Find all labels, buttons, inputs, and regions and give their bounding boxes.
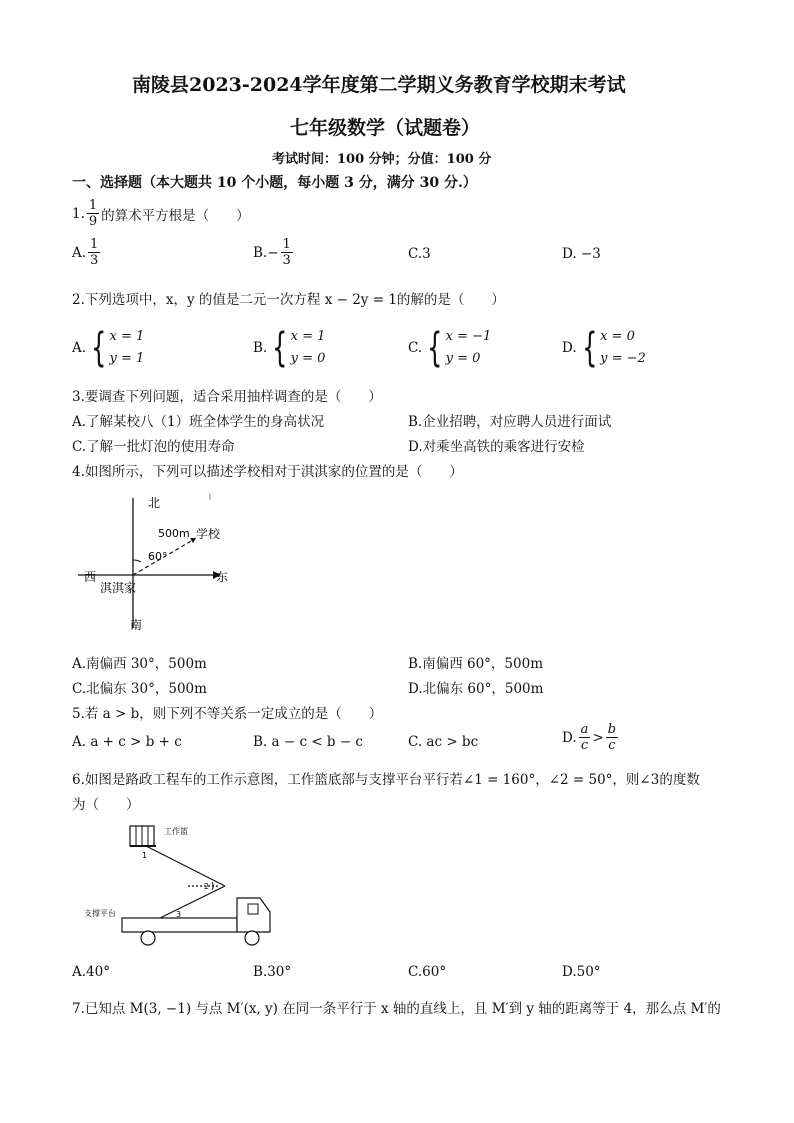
q3-option-c: C.了解一批灯泡的使用寿命 bbox=[72, 439, 235, 455]
q3-option-b: B.企业招聘，对应聘人员进行面试 bbox=[408, 414, 612, 430]
q6-option-d: D.50° bbox=[562, 964, 601, 980]
denominator: 3 bbox=[282, 253, 291, 268]
option-label: A. bbox=[72, 340, 87, 356]
truck-diagram bbox=[80, 820, 280, 950]
equation-line: y = 0 bbox=[290, 351, 326, 366]
q4-option-b: B.南偏西 60°，500m bbox=[408, 656, 543, 672]
equation-line: y = −2 bbox=[600, 351, 646, 366]
option-label: B. bbox=[253, 340, 268, 356]
compass-diagram bbox=[78, 488, 248, 638]
truck-cab-icon bbox=[237, 898, 270, 932]
q1-option-b bbox=[253, 237, 295, 268]
label-south: 南 bbox=[130, 618, 143, 632]
option-label: B. bbox=[253, 244, 268, 261]
question-3: 3.要调查下列问题，适合采用抽样调查的是（ ） bbox=[72, 389, 382, 405]
wheel-icon bbox=[141, 931, 155, 945]
label-basket: 工作篮 bbox=[164, 827, 188, 836]
question-7: 7.已知点 M(3, −1) 与点 M′(x, y) 在同一条平行于 x 轴的直线上，且 M′到 y 轴的距离等于 4，那么点 M′的 bbox=[72, 1001, 721, 1017]
denominator: c bbox=[580, 738, 589, 753]
label-north: 北 bbox=[148, 496, 161, 510]
exam-info: 考试时间：100 分钟；分值：100 分 bbox=[272, 152, 492, 167]
label-angle-3: 3 bbox=[176, 910, 182, 919]
q1-option-d: D. −3 bbox=[562, 246, 601, 262]
wheel-icon bbox=[245, 931, 259, 945]
label-platform: 支撑平台 bbox=[84, 909, 116, 918]
equation-line: x = 1 bbox=[290, 329, 326, 344]
numerator: 1 bbox=[88, 198, 98, 213]
q5-option-d bbox=[562, 722, 620, 753]
q2-option-a bbox=[72, 326, 144, 370]
equation-system bbox=[577, 326, 646, 370]
operator: > bbox=[592, 729, 604, 746]
q4-option-a: A.南偏西 30°，500m bbox=[72, 656, 207, 672]
option-label: C. bbox=[408, 340, 423, 356]
section-heading: 一、选择题（本大题共 10 个小题，每小题 3 分，满分 30 分.） bbox=[72, 175, 477, 191]
q2-option-c bbox=[408, 326, 491, 370]
denominator: 3 bbox=[90, 253, 99, 268]
numerator: a bbox=[580, 722, 589, 737]
q2-option-d bbox=[562, 326, 646, 370]
option-label: A. bbox=[72, 244, 87, 261]
label-east: 东 bbox=[216, 570, 229, 584]
q4-option-c: C.北偏东 30°，500m bbox=[72, 681, 207, 697]
equation-line: x = −1 bbox=[445, 329, 492, 344]
q6-option-c: C.60° bbox=[408, 964, 447, 980]
minus-sign: − bbox=[267, 244, 279, 261]
fraction bbox=[88, 237, 100, 268]
equation-line: y = 1 bbox=[109, 351, 145, 366]
question-2: 2.下列选项中，x，y 的值是二元一次方程 x − 2y = 1的解的是（ ） bbox=[72, 292, 505, 308]
question-5: 5.若 a > b，则下列不等关系一定成立的是（ ） bbox=[72, 706, 383, 722]
label-school: 学校 bbox=[196, 527, 221, 541]
label-west: 西 bbox=[84, 570, 97, 584]
q1-option-c: C.3 bbox=[408, 246, 431, 262]
brace-icon: { bbox=[581, 325, 598, 371]
exam-subtitle: 七年级数学（试题卷） bbox=[290, 117, 481, 139]
question-1-text: 的算术平方根是（ ） bbox=[101, 207, 250, 224]
equation-line: y = 0 bbox=[445, 351, 481, 366]
fraction bbox=[87, 198, 99, 229]
q4-option-d: D.北偏东 60°，500m bbox=[408, 681, 544, 697]
equation-line: x = 0 bbox=[600, 329, 635, 344]
question-6-line1: 6.如图是路政工程车的工作示意图，工作篮底部与支撑平台平行若∠1 = 160°，∠2 = 50°，则∠3的度数 bbox=[72, 772, 700, 788]
brace-icon: { bbox=[91, 325, 107, 371]
numerator: b bbox=[607, 722, 617, 737]
q3-option-d: D.对乘坐高铁的乘客进行安检 bbox=[408, 439, 585, 455]
q6-option-b: B.30° bbox=[253, 964, 292, 980]
label-distance: 500m bbox=[158, 527, 190, 540]
fraction bbox=[281, 237, 293, 268]
equation-line: x = 1 bbox=[109, 329, 145, 344]
fraction bbox=[606, 722, 618, 753]
numerator: 1 bbox=[282, 237, 291, 252]
q5-option-c: C. ac > bc bbox=[408, 734, 479, 750]
exam-title: 南陵县2023-2024学年度第二学期义务教育学校期末考试 bbox=[132, 74, 626, 96]
q5-option-a: A. a + c > b + c bbox=[72, 734, 182, 750]
brace-icon: { bbox=[272, 325, 288, 371]
question-6-line2: 为（ ） bbox=[72, 797, 140, 813]
numerator: 1 bbox=[90, 237, 99, 252]
equation-system bbox=[422, 326, 491, 370]
q1-option-a bbox=[72, 237, 102, 268]
denominator: c bbox=[608, 738, 616, 753]
q6-option-a: A.40° bbox=[72, 964, 110, 980]
brace-icon: { bbox=[427, 325, 443, 371]
label-angle-1: 1 bbox=[142, 851, 148, 860]
q2-option-b bbox=[253, 326, 325, 370]
q3-option-a: A.了解某校八（1）班全体学生的身高状况 bbox=[72, 414, 325, 430]
option-label: D. bbox=[562, 729, 577, 746]
equation-system bbox=[267, 326, 325, 370]
label-angle: 60° bbox=[148, 550, 168, 563]
fraction bbox=[579, 722, 591, 753]
label-angle-2: 2 bbox=[204, 882, 210, 891]
label-home: 淇淇家 bbox=[100, 581, 137, 595]
option-label: D. bbox=[562, 340, 577, 356]
question-4: 4.如图所示，下列可以描述学校相对于淇淇家的位置的是（ ） bbox=[72, 464, 463, 480]
question-1 bbox=[72, 198, 250, 229]
q5-option-b: B. a − c < b − c bbox=[253, 734, 363, 750]
equation-system bbox=[86, 326, 144, 370]
question-1-number: 1. bbox=[72, 205, 85, 222]
denominator: 9 bbox=[88, 214, 98, 229]
